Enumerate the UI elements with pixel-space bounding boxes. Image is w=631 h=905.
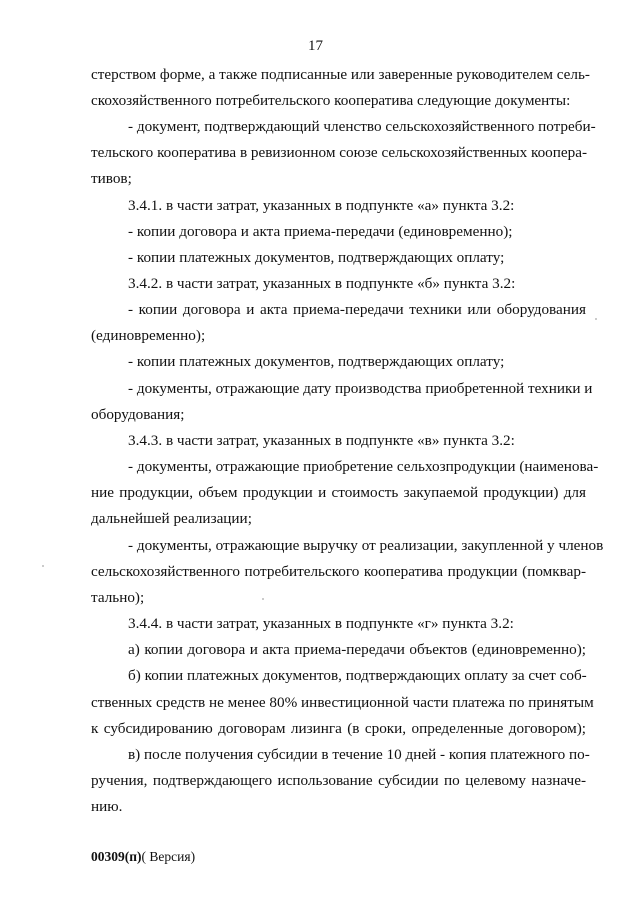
text-line: тельского кооператива в ревизионном союзе сельскохозяйственных коопера- — [91, 144, 588, 161]
text-line: 3.4.3. в части затрат, указанных в подпункте «в» пункта 3.2: — [128, 432, 515, 449]
text-line: в) после получения субсидии в течение 10 дней - копия платежного по- — [128, 746, 590, 763]
text-line: б) копии платежных документов, подтверждающих оплату за счет соб- — [128, 667, 587, 684]
text-line: скохозяйственного потребительского кооператива следующие документы: — [91, 92, 571, 109]
text-line: ние продукции, объем продукции и стоимость закупаемой продукции) для — [91, 484, 586, 501]
text-line: - копии договора и акта приема-передачи техники или оборудования — [128, 301, 586, 318]
document-code: 00309(п) — [91, 849, 142, 864]
text-line: тально); — [91, 589, 145, 606]
text-line: - документы, отражающие приобретение сельхозпродукции (наименова- — [128, 458, 599, 475]
text-line: ручения, подтверждающего использование субсидии по целевому назначе- — [91, 772, 586, 789]
text-line: 3.4.2. в части затрат, указанных в подпункте «б» пункта 3.2: — [128, 275, 516, 292]
page-number: 17 — [308, 38, 323, 54]
text-line: сельскохозяйственного потребительского кооператива продукции (помквар- — [91, 563, 586, 580]
text-line: (единовременно); — [91, 327, 206, 344]
text-line: ственных средств не менее 80% инвестиционной части платежа по принятым — [91, 694, 594, 711]
text-line: тивов; — [91, 170, 132, 187]
text-line: к субсидированию договорам лизинга (в сроки, определенные договором); — [91, 720, 586, 737]
text-line: - документы, отражающие дату производства приобретенной техники и — [128, 380, 593, 397]
text-line: - копии платежных документов, подтверждающих оплату; — [128, 249, 505, 266]
text-line: 3.4.1. в части затрат, указанных в подпункте «а» пункта 3.2: — [128, 197, 515, 214]
text-line: - документы, отражающие выручку от реализации, закупленной у членов — [128, 537, 604, 554]
document-version: ( Версия) — [141, 849, 196, 864]
document-footer — [91, 849, 195, 865]
text-line: нию. — [91, 798, 123, 815]
text-line: а) копии договора и акта приема-передачи объектов (единовременно); — [128, 641, 586, 658]
text-line: 3.4.4. в части затрат, указанных в подпункте «г» пункта 3.2: — [128, 615, 514, 632]
scan-speck — [595, 318, 597, 320]
text-line: оборудования; — [91, 406, 185, 423]
text-line: дальнейшей реализации; — [91, 510, 252, 527]
scan-speck — [42, 565, 44, 567]
text-line: - копии платежных документов, подтверждающих оплату; — [128, 353, 505, 370]
text-line: стерством форме, а также подписанные или заверенные руководителем сель- — [91, 66, 590, 83]
text-line: - копии договора и акта приема-передачи (единовременно); — [128, 223, 513, 240]
text-line: - документ, подтверждающий членство сельскохозяйственного потреби- — [128, 118, 596, 135]
scan-speck — [262, 598, 264, 600]
